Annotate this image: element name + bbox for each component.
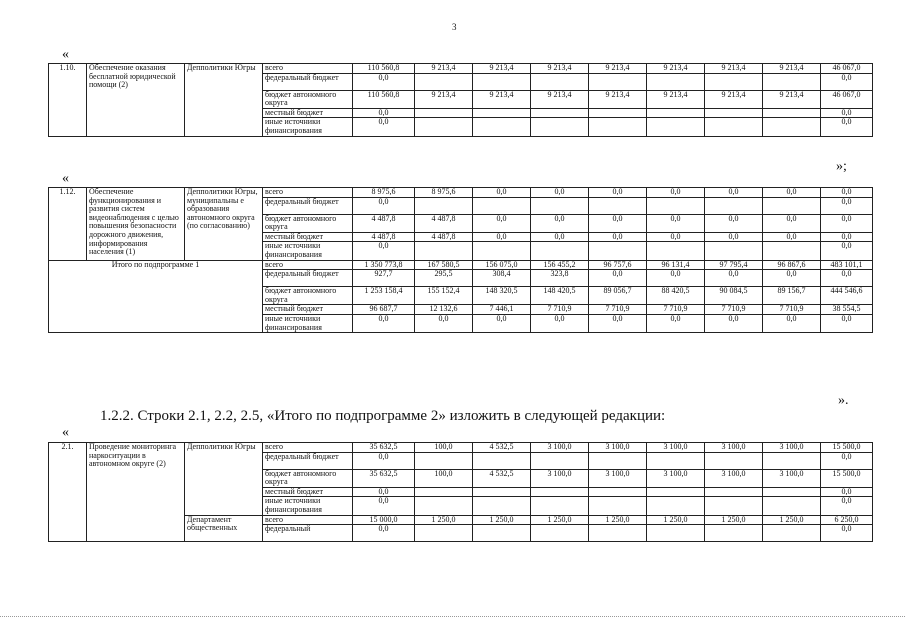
value-cell: 9 213,4: [415, 90, 473, 108]
value-cell: 0,0: [821, 188, 873, 198]
value-cell: 9 213,4: [415, 64, 473, 74]
value-cell: [531, 108, 589, 118]
value-cell: 0,0: [589, 232, 647, 242]
value-cell: [647, 118, 705, 136]
value-cell: 0,0: [821, 452, 873, 469]
value-cell: 0,0: [821, 73, 873, 90]
value-cell: [415, 73, 473, 90]
value-cell: [589, 525, 647, 542]
value-cell: [763, 197, 821, 214]
value-cell: 97 795,4: [705, 260, 763, 270]
value-cell: 0,0: [821, 232, 873, 242]
value-cell: [705, 497, 763, 515]
funding-source-cell: местный бюджет: [263, 305, 353, 315]
value-cell: 0,0: [353, 108, 415, 118]
value-cell: 323,8: [531, 270, 589, 287]
value-cell: 0,0: [353, 487, 415, 497]
value-cell: 46 067,0: [821, 90, 873, 108]
value-cell: 0,0: [589, 214, 647, 232]
value-cell: 0,0: [647, 232, 705, 242]
value-cell: [763, 242, 821, 260]
funding-source-cell: местный бюджет: [263, 487, 353, 497]
value-cell: 96 687,7: [353, 305, 415, 315]
value-cell: 0,0: [531, 314, 589, 332]
value-cell: [647, 525, 705, 542]
value-cell: 4 487,8: [353, 232, 415, 242]
funding-source-cell: всего: [263, 443, 353, 453]
funding-source-cell: бюджет автономного округа: [263, 287, 353, 305]
value-cell: 9 213,4: [531, 90, 589, 108]
value-cell: 7 710,9: [705, 305, 763, 315]
value-cell: [415, 197, 473, 214]
value-cell: [763, 497, 821, 515]
value-cell: 7 710,9: [763, 305, 821, 315]
value-cell: 1 250,0: [415, 515, 473, 525]
value-cell: 0,0: [821, 525, 873, 542]
value-cell: [705, 197, 763, 214]
table-row-1-10: [48, 63, 873, 137]
value-cell: 8 975,6: [415, 188, 473, 198]
value-cell: [763, 525, 821, 542]
value-cell: 9 213,4: [531, 64, 589, 74]
funding-source-cell: бюджет автономного округа: [263, 90, 353, 108]
value-cell: 3 100,0: [705, 469, 763, 487]
value-cell: 3 100,0: [531, 443, 589, 453]
value-cell: [647, 108, 705, 118]
value-cell: 7 710,9: [647, 305, 705, 315]
value-cell: 9 213,4: [473, 64, 531, 74]
value-cell: [531, 242, 589, 260]
open-quote: «: [62, 425, 69, 440]
row-number-cell: 1.12.: [49, 188, 87, 261]
value-cell: 0,0: [705, 270, 763, 287]
section-heading: 1.2.2. Строки 2.1, 2.2, 2.5, «Итого по подпрограмме 2» изложить в следующей редакции:: [100, 408, 666, 424]
table-row: [49, 260, 873, 270]
value-cell: 12 132,6: [415, 305, 473, 315]
measure-name-cell: Обеспечение оказания бесплатной юридической помощи (2): [87, 64, 185, 137]
open-quote: «: [62, 47, 69, 62]
value-cell: 1 350 773,8: [353, 260, 415, 270]
value-cell: [473, 497, 531, 515]
value-cell: [415, 108, 473, 118]
value-cell: 8 975,6: [353, 188, 415, 198]
value-cell: [705, 487, 763, 497]
measure-name-cell: Обеспечение функционирования и развития систем видеонаблюдения с целью повышения безопасности дорожного движения, информирования населения (1): [87, 188, 185, 261]
funding-source-cell: иные источники финансирования: [263, 314, 353, 332]
responsible-cell: Департамент общественных: [185, 515, 263, 542]
value-cell: 0,0: [821, 197, 873, 214]
value-cell: 0,0: [589, 270, 647, 287]
row-number-cell: 1.10.: [49, 64, 87, 137]
value-cell: 0,0: [353, 497, 415, 515]
value-cell: 4 487,8: [415, 232, 473, 242]
value-cell: 3 100,0: [763, 443, 821, 453]
value-cell: 96 757,6: [589, 260, 647, 270]
value-cell: 927,7: [353, 270, 415, 287]
value-cell: 167 580,5: [415, 260, 473, 270]
value-cell: 1 250,0: [473, 515, 531, 525]
value-cell: 0,0: [821, 314, 873, 332]
value-cell: [415, 118, 473, 136]
value-cell: [531, 497, 589, 515]
value-cell: [763, 452, 821, 469]
value-cell: [473, 487, 531, 497]
value-cell: [473, 452, 531, 469]
value-cell: 0,0: [821, 214, 873, 232]
value-cell: 35 632,5: [353, 469, 415, 487]
funding-source-cell: федеральный бюджет: [263, 452, 353, 469]
value-cell: 96 867,6: [763, 260, 821, 270]
value-cell: 7 710,9: [589, 305, 647, 315]
value-cell: [473, 242, 531, 260]
value-cell: 3 100,0: [763, 469, 821, 487]
table-row: [49, 443, 873, 453]
value-cell: 88 420,5: [647, 287, 705, 305]
value-cell: 35 632,5: [353, 443, 415, 453]
value-cell: [647, 242, 705, 260]
value-cell: 15 500,0: [821, 443, 873, 453]
value-cell: 0,0: [531, 188, 589, 198]
value-cell: [763, 487, 821, 497]
value-cell: [705, 242, 763, 260]
value-cell: 483 101,1: [821, 260, 873, 270]
funding-source-cell: всего: [263, 515, 353, 525]
table-row: [49, 64, 873, 74]
value-cell: 7 710,9: [531, 305, 589, 315]
funding-source-cell: иные источники финансирования: [263, 242, 353, 260]
value-cell: 1 250,0: [531, 515, 589, 525]
value-cell: 156 075,0: [473, 260, 531, 270]
value-cell: [415, 525, 473, 542]
value-cell: [473, 108, 531, 118]
value-cell: 100,0: [415, 469, 473, 487]
close-quote: ».: [838, 393, 849, 408]
value-cell: 0,0: [647, 270, 705, 287]
value-cell: [415, 452, 473, 469]
value-cell: [531, 197, 589, 214]
value-cell: 4 532,5: [473, 469, 531, 487]
value-cell: 148 320,5: [473, 287, 531, 305]
value-cell: 0,0: [705, 232, 763, 242]
value-cell: [647, 197, 705, 214]
value-cell: 0,0: [763, 314, 821, 332]
value-cell: 444 546,6: [821, 287, 873, 305]
measure-name-cell: Проведение мониторинга наркоситуации в автономном округе (2): [87, 443, 185, 542]
value-cell: 15 500,0: [821, 469, 873, 487]
value-cell: [763, 118, 821, 136]
value-cell: 0,0: [763, 214, 821, 232]
funding-source-cell: всего: [263, 260, 353, 270]
value-cell: 89 156,7: [763, 287, 821, 305]
value-cell: 4 487,8: [415, 214, 473, 232]
value-cell: 9 213,4: [647, 90, 705, 108]
value-cell: [531, 525, 589, 542]
row-number-cell: 2.1.: [49, 443, 87, 542]
value-cell: 9 213,4: [589, 90, 647, 108]
value-cell: [763, 73, 821, 90]
value-cell: [589, 497, 647, 515]
funding-source-cell: всего: [263, 64, 353, 74]
funding-source-cell: иные источники финансирования: [263, 118, 353, 136]
value-cell: 110 560,8: [353, 90, 415, 108]
value-cell: 4 532,5: [473, 443, 531, 453]
value-cell: 38 554,5: [821, 305, 873, 315]
responsible-cell: Депполитики Югры, муниципальны е образования автономного округа (по согласованию): [185, 188, 263, 261]
value-cell: 0,0: [821, 497, 873, 515]
value-cell: [589, 197, 647, 214]
table-row-2-1: [48, 442, 873, 542]
value-cell: 0,0: [353, 242, 415, 260]
value-cell: 0,0: [821, 270, 873, 287]
value-cell: [589, 108, 647, 118]
value-cell: [705, 108, 763, 118]
value-cell: 96 131,4: [647, 260, 705, 270]
value-cell: 1 250,0: [589, 515, 647, 525]
page-bottom-line: [0, 616, 905, 617]
value-cell: 100,0: [415, 443, 473, 453]
page-number: 3: [452, 22, 457, 32]
funding-source-cell: всего: [263, 188, 353, 198]
value-cell: 0,0: [353, 525, 415, 542]
value-cell: 0,0: [589, 314, 647, 332]
value-cell: [473, 197, 531, 214]
value-cell: [589, 452, 647, 469]
funding-source-cell: местный бюджет: [263, 108, 353, 118]
open-quote: «: [62, 171, 69, 186]
value-cell: 9 213,4: [705, 90, 763, 108]
value-cell: 0,0: [353, 452, 415, 469]
value-cell: 0,0: [821, 242, 873, 260]
value-cell: 6 250,0: [821, 515, 873, 525]
value-cell: [647, 452, 705, 469]
funding-source-cell: федеральный: [263, 525, 353, 542]
value-cell: 0,0: [415, 314, 473, 332]
value-cell: 0,0: [473, 188, 531, 198]
value-cell: 0,0: [763, 232, 821, 242]
value-cell: 0,0: [705, 314, 763, 332]
value-cell: 46 067,0: [821, 64, 873, 74]
value-cell: [415, 497, 473, 515]
value-cell: 0,0: [353, 314, 415, 332]
funding-source-cell: федеральный бюджет: [263, 73, 353, 90]
value-cell: 0,0: [705, 214, 763, 232]
value-cell: 0,0: [647, 214, 705, 232]
value-cell: 156 455,2: [531, 260, 589, 270]
value-cell: [647, 73, 705, 90]
value-cell: [531, 118, 589, 136]
value-cell: 9 213,4: [589, 64, 647, 74]
value-cell: [705, 452, 763, 469]
value-cell: [531, 452, 589, 469]
value-cell: 9 213,4: [763, 90, 821, 108]
subprogram-total-label: Итого по подпрограмме 1: [49, 260, 263, 333]
value-cell: 0,0: [705, 188, 763, 198]
value-cell: 7 446,1: [473, 305, 531, 315]
value-cell: 4 487,8: [353, 214, 415, 232]
value-cell: [531, 73, 589, 90]
value-cell: 0,0: [531, 232, 589, 242]
value-cell: 0,0: [353, 197, 415, 214]
value-cell: [589, 118, 647, 136]
table-row: [49, 188, 873, 198]
value-cell: 3 100,0: [531, 469, 589, 487]
value-cell: [473, 118, 531, 136]
value-cell: 295,5: [415, 270, 473, 287]
value-cell: [473, 525, 531, 542]
value-cell: 148 420,5: [531, 287, 589, 305]
value-cell: 15 000,0: [353, 515, 415, 525]
value-cell: [647, 497, 705, 515]
value-cell: 0,0: [821, 487, 873, 497]
value-cell: 0,0: [353, 118, 415, 136]
value-cell: [705, 525, 763, 542]
value-cell: [763, 108, 821, 118]
value-cell: 0,0: [353, 73, 415, 90]
value-cell: 3 100,0: [647, 443, 705, 453]
responsible-cell: Депполитики Югры: [185, 64, 263, 137]
value-cell: 9 213,4: [473, 90, 531, 108]
value-cell: 155 152,4: [415, 287, 473, 305]
value-cell: 0,0: [531, 214, 589, 232]
value-cell: [589, 487, 647, 497]
value-cell: [415, 487, 473, 497]
value-cell: 3 100,0: [705, 443, 763, 453]
value-cell: 0,0: [763, 270, 821, 287]
value-cell: 0,0: [763, 188, 821, 198]
value-cell: 3 100,0: [589, 469, 647, 487]
value-cell: 89 056,7: [589, 287, 647, 305]
value-cell: 1 250,0: [705, 515, 763, 525]
value-cell: [647, 487, 705, 497]
value-cell: [705, 73, 763, 90]
value-cell: 0,0: [821, 108, 873, 118]
value-cell: 0,0: [647, 314, 705, 332]
value-cell: 1 250,0: [763, 515, 821, 525]
value-cell: 0,0: [589, 188, 647, 198]
value-cell: 3 100,0: [589, 443, 647, 453]
value-cell: 90 084,5: [705, 287, 763, 305]
value-cell: 1 253 158,4: [353, 287, 415, 305]
value-cell: 0,0: [473, 214, 531, 232]
value-cell: [705, 118, 763, 136]
value-cell: 3 100,0: [647, 469, 705, 487]
value-cell: [415, 242, 473, 260]
funding-source-cell: иные источники финансирования: [263, 497, 353, 515]
table-row-1-12: [48, 187, 873, 333]
value-cell: [531, 487, 589, 497]
value-cell: 9 213,4: [705, 64, 763, 74]
value-cell: 9 213,4: [647, 64, 705, 74]
value-cell: 308,4: [473, 270, 531, 287]
funding-source-cell: бюджет автономного округа: [263, 469, 353, 487]
funding-source-cell: федеральный бюджет: [263, 197, 353, 214]
value-cell: 110 560,8: [353, 64, 415, 74]
responsible-cell: Депполитики Югры: [185, 443, 263, 516]
value-cell: 0,0: [647, 188, 705, 198]
funding-source-cell: местный бюджет: [263, 232, 353, 242]
funding-source-cell: бюджет автономного округа: [263, 214, 353, 232]
value-cell: [473, 73, 531, 90]
value-cell: 1 250,0: [647, 515, 705, 525]
close-quote: »;: [836, 159, 847, 174]
value-cell: [589, 242, 647, 260]
value-cell: [589, 73, 647, 90]
value-cell: 0,0: [473, 314, 531, 332]
value-cell: 0,0: [821, 118, 873, 136]
value-cell: 9 213,4: [763, 64, 821, 74]
value-cell: 0,0: [473, 232, 531, 242]
funding-source-cell: федеральный бюджет: [263, 270, 353, 287]
